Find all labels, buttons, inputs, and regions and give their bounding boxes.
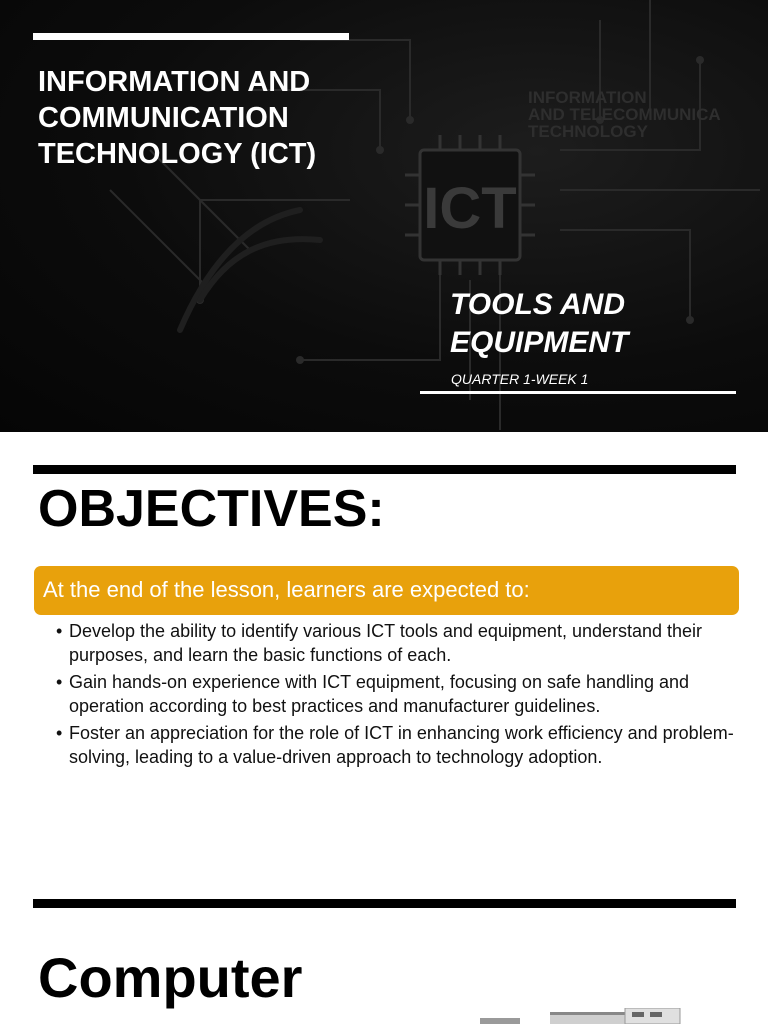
computer-case-image — [440, 1008, 700, 1024]
bullet-icon: • — [56, 723, 63, 743]
computer-top-bar — [33, 899, 736, 908]
subtitle-underline — [420, 391, 736, 394]
computer-heading: Computer — [38, 946, 303, 1009]
objective-item — [56, 671, 746, 718]
title-slide — [0, 0, 768, 432]
background-text-line2: AND TELECOMMUNICA — [528, 105, 721, 124]
objectives-top-bar — [33, 465, 736, 474]
objective-item — [56, 620, 746, 667]
objective-text: Foster an appreciation for the role of ICT in enhancing work efficiency and problem-solving, leading to a value-driven approach to technology adoption. — [69, 723, 734, 767]
slide-title: INFORMATION AND COMMUNICATION TECHNOLOGY (ICT) — [38, 66, 317, 170]
objective-item — [56, 722, 746, 769]
objectives-banner — [34, 566, 739, 615]
background-text-line3: TECHNOLOGY — [528, 122, 648, 141]
background-text-line1: INFORMATION — [528, 88, 647, 107]
bullet-icon: • — [56, 621, 63, 641]
slide-subtitle: TOOLS AND EQUIPMENT — [450, 288, 629, 359]
quarter-label: QUARTER 1-WEEK 1 — [451, 371, 589, 387]
objectives-list — [56, 620, 746, 773]
objective-text: Develop the ability to identify various ICT tools and equipment, understand their purposes, and learn the basic functions of each. — [69, 621, 703, 665]
objectives-banner-text: At the end of the lesson, learners are expected to: — [43, 577, 530, 602]
ict-chip-text: ICT — [423, 176, 517, 241]
bullet-icon: • — [56, 672, 63, 692]
objectives-heading: OBJECTIVES: — [38, 480, 385, 538]
title-top-bar — [33, 33, 349, 40]
objective-text: Gain hands-on experience with ICT equipment, focusing on safe handling and operation according to best practices and manufacturer guidelines. — [69, 672, 690, 716]
